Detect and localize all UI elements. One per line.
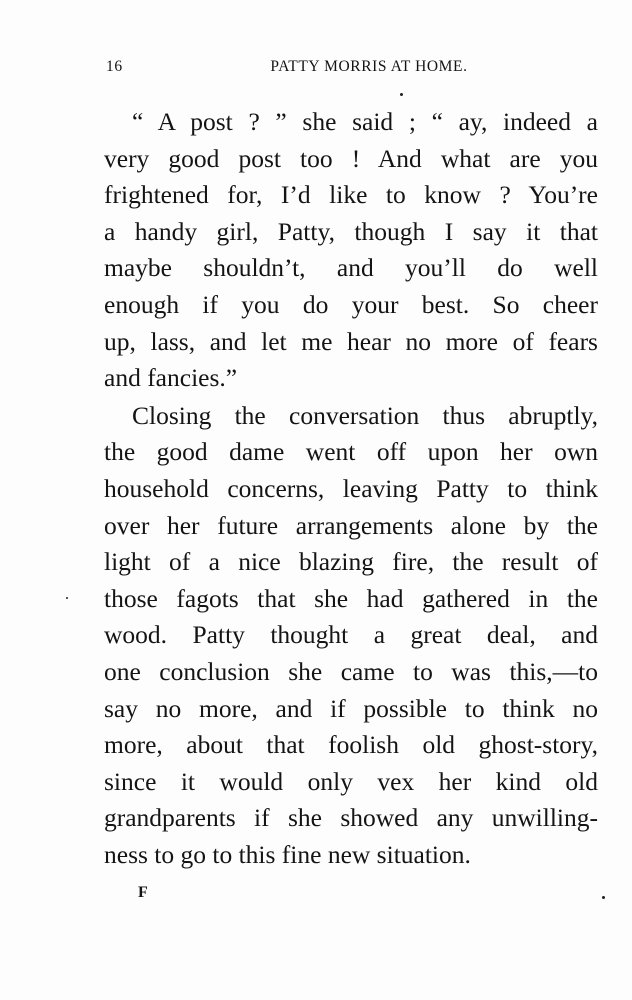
ink-speck <box>400 93 403 96</box>
text-line: those fagots that she had gathered in the <box>104 583 598 613</box>
text-line: over her future arrangements alone by the <box>104 510 598 540</box>
text-line: one conclusion she came to was this,—to <box>104 656 598 686</box>
signature-mark: F <box>138 884 148 901</box>
text-line: ness to go to this fine new situation. <box>104 839 471 869</box>
text-line: wood. Patty thought a great deal, and <box>104 620 598 650</box>
ink-speck <box>66 597 68 599</box>
text-line: a handy girl, Patty, though I say it that <box>104 216 598 246</box>
page-header <box>104 58 598 82</box>
text-line: enough if you do your best. So cheer <box>104 289 598 319</box>
text-line: more, about that foolish old ghost-story, <box>104 730 598 760</box>
text-line: say no more, and if possible to think no <box>104 693 598 723</box>
page-number: 16 <box>106 58 123 75</box>
text-line: the good dame went off upon her own <box>104 437 598 467</box>
text-line: grandparents if she showed any unwilling- <box>104 803 598 833</box>
text-line: very good post too ! And what are you <box>104 143 598 173</box>
text-line: and fancies.” <box>104 363 238 393</box>
text-line: Closing the conversation thus abruptly, <box>132 400 598 430</box>
text-line: “ A post ? ” she said ; “ ay, indeed a <box>132 107 598 136</box>
body-text <box>104 104 598 873</box>
text-line: up, lass, and let me hear no more of fears <box>104 326 598 356</box>
paragraph-2 <box>104 398 598 874</box>
paragraph-1 <box>104 104 598 397</box>
text-line: maybe shouldn’t, and you’ll do well <box>104 253 598 283</box>
text-line: since it would only vex her kind old <box>104 766 598 796</box>
running-head: PATTY MORRIS AT HOME. <box>270 58 468 75</box>
text-line: household concerns, leaving Patty to think <box>104 473 598 503</box>
text-line: light of a nice blazing fire, the result of <box>104 547 598 577</box>
text-line: frightened for, I’d like to know ? You’re <box>104 180 598 210</box>
ink-speck <box>602 896 605 899</box>
